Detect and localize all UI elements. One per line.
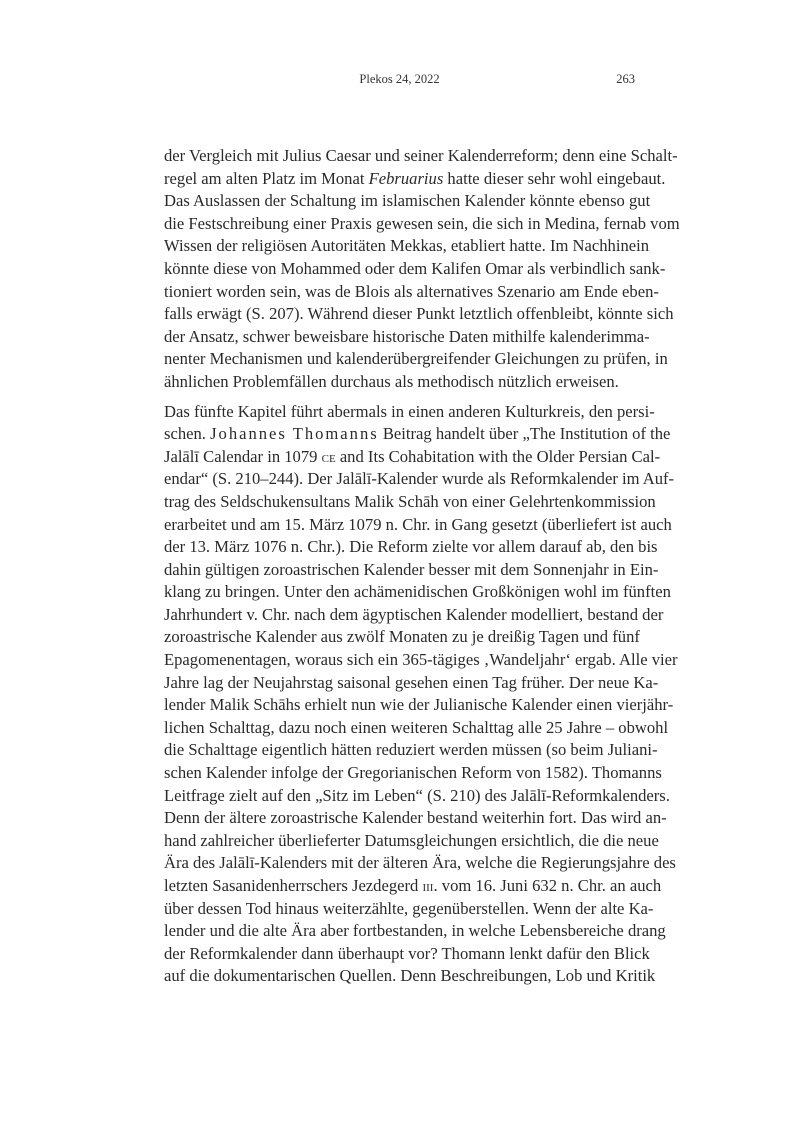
text-line: Jahrhundert v. Chr. nach dem ägyptischen Kalender modelliert, bestand der bbox=[164, 604, 664, 624]
text-run: Jalālī Calendar in 1079 bbox=[164, 446, 322, 466]
text-run: Beitrag handelt über „The Institution of the bbox=[378, 424, 671, 444]
text-line: die Schalttage eigentlich hätten reduziert werden müssen (so beim Juliani- bbox=[164, 740, 658, 760]
text-line: lender und die alte Ära aber fortbestanden, in welche Lebensbereiche drang bbox=[164, 921, 666, 941]
text-line: hand zahlreicher überlieferter Datumsgleichungen ersichtlich, die die neue bbox=[164, 830, 659, 850]
body-text bbox=[164, 145, 680, 988]
text-line: lichen Schalttag, dazu noch einen weiteren Schalttag alle 25 Jahre – obwohl bbox=[164, 717, 669, 737]
text-line: zoroastrische Kalender aus zwölf Monaten zu je dreißig Tagen und fünf bbox=[164, 627, 640, 647]
text-line: der Ansatz, schwer beweisbare historische Daten mithilfe kalenderimma- bbox=[164, 326, 650, 346]
text-run: schen. bbox=[164, 424, 211, 444]
running-header bbox=[164, 72, 635, 92]
text-line: Das fünfte Kapitel führt abermals in einen anderen Kulturkreis, den persi- bbox=[164, 401, 655, 421]
journal-title: Plekos 24, 2022 bbox=[359, 72, 440, 86]
text-line: trag des Seldschukensultans Malik Schāh von einer Gelehrtenkommission bbox=[164, 491, 656, 511]
text-run: and Its Cohabitation with the Older Persian Cal- bbox=[335, 446, 661, 466]
paragraph-2 bbox=[164, 401, 678, 988]
text-line: lender Malik Schāhs erhielt nun wie der Julianische Kalender einen vierjähr- bbox=[164, 695, 674, 715]
text-line: erarbeitet und am 15. März 1079 n. Chr. in Gang gesetzt (überliefert ist auch bbox=[164, 514, 672, 534]
text-line: auf die dokumentarischen Quellen. Denn Beschreibungen, Lob und Kritik bbox=[164, 966, 656, 986]
small-caps-numeral: iii bbox=[422, 878, 434, 895]
page-number: 263 bbox=[616, 72, 635, 86]
text-line: über dessen Tod hinaus weiterzählte, gegenüberstellen. Wenn der alte Ka- bbox=[164, 898, 654, 918]
text-run: . vom 16. Juni 632 n. Chr. an auch bbox=[433, 876, 662, 895]
text-line: Jahre lag der Neujahrstag saisonal gesehen einen Tag früher. Der neue Ka- bbox=[164, 672, 659, 692]
author-name: Johannes Thomanns bbox=[210, 424, 379, 444]
text-line bbox=[164, 168, 666, 191]
text-line bbox=[164, 446, 661, 469]
text-line: endar“ (S. 210–244). Der Jalālī-Kalender wurde als Reformkalender im Auf- bbox=[164, 469, 675, 489]
italic-term: Februarius bbox=[368, 168, 444, 188]
text-line: der Vergleich mit Julius Caesar und seiner Kalenderreform; denn eine Schalt- bbox=[164, 146, 678, 165]
text-line: Das Auslassen der Schaltung im islamischen Kalender könnte ebenso gut bbox=[164, 191, 651, 211]
text-line bbox=[164, 875, 662, 898]
text-line: dahin gültigen zoroastrischen Kalender besser mit dem Sonnenjahr in Ein- bbox=[164, 559, 659, 579]
text-run: letzten Sasanidenherrschers Jezdegerd bbox=[164, 876, 423, 895]
text-line: der Reformkalender dann überhaupt vor? Thomann lenkt dafür den Blick bbox=[164, 943, 650, 963]
text-run: regel am alten Platz im Monat bbox=[164, 168, 369, 188]
text-line: der 13. März 1076 n. Chr.). Die Reform zielte vor allem darauf ab, den bis bbox=[164, 537, 658, 557]
text-line: Leitfrage zielt auf den „Sitz im Leben“ (S. 210) des Jalālī-Reformkalenders. bbox=[164, 785, 670, 805]
text-line: schen Kalender infolge der Gregorianischen Reform von 1582). Thomanns bbox=[164, 763, 662, 783]
text-line: die Festschreibung einer Praxis gewesen sein, die sich in Medina, fernab vom bbox=[164, 213, 680, 233]
text-line bbox=[164, 423, 671, 446]
text-line: Wissen der religiösen Autoritäten Mekkas, etabliert hatte. Im Nachhinein bbox=[164, 236, 650, 256]
text-line: Epagomenentagen, woraus sich ein 365-tägiges ‚Wandeljahr‘ ergab. Alle vier bbox=[164, 650, 678, 670]
text-line: Denn der ältere zoroastrische Kalender bestand weiterhin fort. Das wird an- bbox=[164, 808, 667, 828]
text-line: klang zu bringen. Unter den achämenidischen Großkönigen wohl im fünften bbox=[164, 582, 671, 602]
small-caps-era: ce bbox=[321, 448, 336, 466]
text-line: ähnlichen Problemfällen durchaus als methodisch nützlich erweisen. bbox=[164, 371, 619, 391]
paragraph-1 bbox=[164, 145, 680, 394]
text-line: falls erwägt (S. 207). Während dieser Punkt letztlich offenbleibt, könnte sich bbox=[164, 304, 674, 324]
text-run: hatte dieser sehr wohl eingebaut. bbox=[443, 168, 666, 188]
text-line: nenter Mechanismen und kalenderübergreifender Gleichungen zu prüfen, in bbox=[164, 349, 668, 369]
text-line: könnte diese von Mohammed oder dem Kalifen Omar als verbindlich sank- bbox=[164, 258, 666, 278]
text-line: Ära des Jalālī-Kalenders mit der älteren Ära, welche die Regierungsjahre des bbox=[164, 853, 676, 873]
text-line: tioniert worden sein, was de Blois als alternatives Szenario am Ende eben- bbox=[164, 281, 659, 301]
